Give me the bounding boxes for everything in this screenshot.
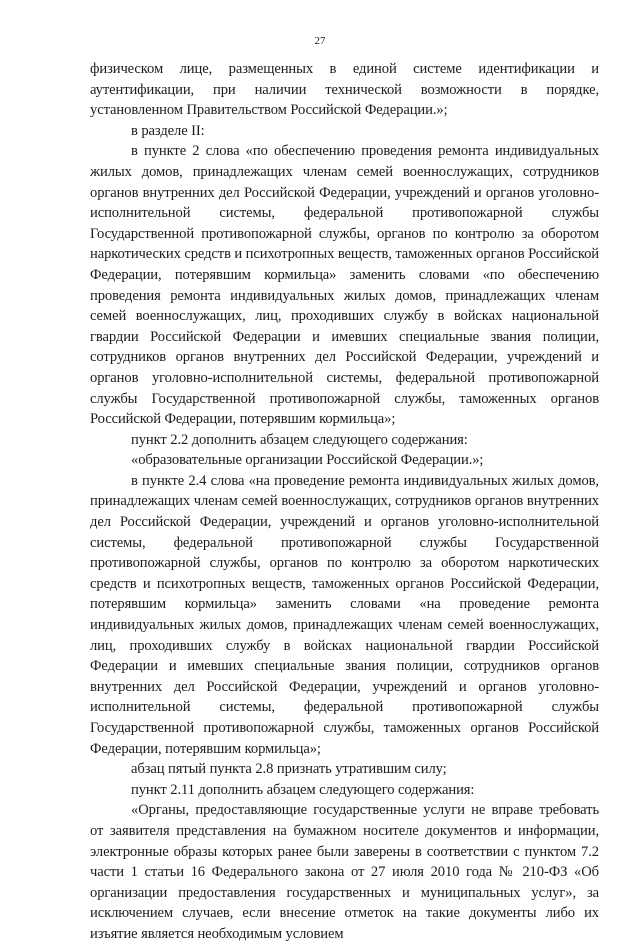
paragraph: в разделе II:: [131, 122, 205, 139]
paragraph: в пункте 2 слова «по обеспечению проведения ремонта индивидуальных жилых домов, принадлежащих членам семей военнослужащих, сотрудников органов внутренних дел Российской Федерации, учреждений и органов уголовно-исполнительной системы, федеральной противопожарной службы Государственной противопожарной службы, органов по контролю за оборотом наркотических средств и психотропных веществ, таможенных органов Российской Федерации, потерявшим кормильца» заменить словами «по обеспечению проведения ремонта индивидуальных жилых домов, принадлежащих членам семей военнослужащих, лиц, проходивших службу в войсках национальной гвардии Российской Федерации и имевших специальные звания полиции, сотрудников органов внутренних дел Российской Федерации, учреждений и органов уголовно-исполнительной системы, федеральной противопожарной службы Государственной противопожарной службы, таможенных органов Российской Федерации, потерявшим кормильца»;: [90, 143, 599, 428]
paragraph: абзац пятый пункта 2.8 признать утратившим силу;: [131, 761, 447, 778]
paragraph: физическом лице, размещенных в единой системе идентификации и аутентификации, при наличии технической возможности в порядке, установленном Правительством Российской Федерации.»;: [90, 61, 599, 119]
paragraph: пункт 2.2 дополнить абзацем следующего содержания:: [131, 431, 468, 448]
paragraph: в пункте 2.4 слова «на проведение ремонта индивидуальных жилых домов, принадлежащих членам семей военнослужащих, сотрудников органов внутренних дел Российской Федерации, учреждений и органов уголовно-исполнительной системы, федеральной противопожарной службы Государственной противопожарной службы, органов по контролю за оборотом наркотических средств и психотропных веществ, таможенных органов Российской Федерации, потерявшим кормильца» заменить словами «на проведение ремонта индивидуальных жилых домов, принадлежащих членам семей военнослужащих, лиц, проходивших службу в войсках национальной гвардии Российской Федерации и имевших специальные звания полиции, сотрудников органов внутренних дел Российской Федерации, учреждений и органов уголовно-исполнительной системы, федеральной противопожарной службы Государственной противопожарной службы, таможенных органов Российской Федерации, потерявшим кормильца»;: [90, 472, 599, 757]
paragraph: пункт 2.11 дополнить абзацем следующего содержания:: [131, 781, 475, 798]
page-number: 27: [314, 35, 326, 47]
paragraph: «образовательные организации Российской Федерации.»;: [131, 452, 484, 469]
paragraph: «Органы, предоставляющие государственные услуги не вправе требовать от заявителя представления на бумажном носителе документов и информации, электронные образы которых ранее были заверены в соответствии с пунктом 7.2 части 1 статьи 16 Федерального закона от 27 июля 2010 года № 210-ФЗ «Об организации предоставления государственных и муниципальных услуг», за исключением случаев, если внесение отметок на такие документы либо их изъятие является необходимым условием: [90, 802, 599, 942]
document-body: [90, 59, 599, 945]
